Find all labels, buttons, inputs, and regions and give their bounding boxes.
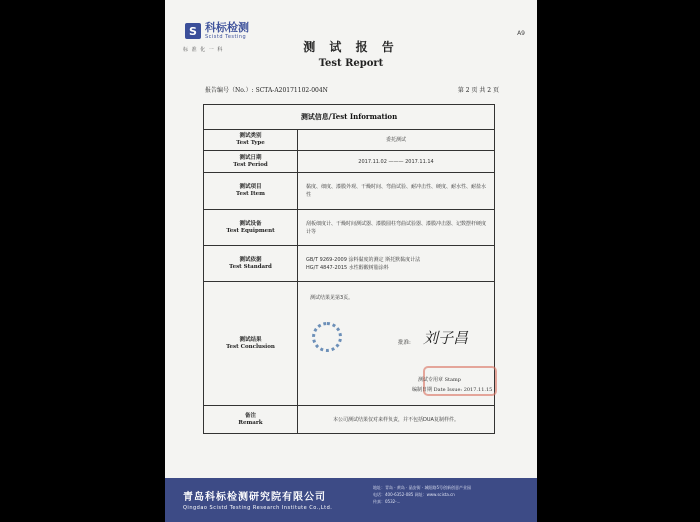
title-en: Test Report: [318, 58, 384, 69]
conclusion-text: 测试结果见第3页。: [310, 295, 354, 301]
label-cn: 测试项目: [239, 184, 262, 190]
label-en: Remark: [238, 420, 263, 426]
footer-contact: [373, 484, 471, 505]
label-en: Test Type: [236, 140, 265, 146]
contact-line: 传真：0532-...: [373, 499, 401, 504]
logo-mark-icon: S: [185, 23, 201, 39]
report-page: [165, 0, 537, 522]
logo-slogan: 标 准 化 一 科: [183, 47, 224, 53]
remark-value: 本公司测试结果仅对来样负责，并不包括DUA复制样件。: [333, 417, 459, 423]
footer-company-en: Qingdao Scistd Testing Research Institute Co.,Ltd.: [183, 505, 333, 511]
footer-company-cn: 青岛科标检测研究院有限公司: [183, 492, 326, 503]
label-en: Test Item: [236, 191, 265, 197]
contact-line: 电话：400-6352-085 网址：www.scista.cn: [373, 492, 455, 497]
logo-en: Scistd Testing: [205, 34, 247, 40]
label-cn: 测试结果: [239, 336, 262, 343]
test-standard-value: [298, 246, 494, 281]
table-row: [204, 151, 494, 173]
page-number: 第 2 页 共 2 页: [457, 87, 499, 94]
standard-line: HG/T 4847-2015 水性醇酸树脂涂料: [306, 264, 389, 271]
issue-date: 编制日期 Date Issue: 2017.11.15: [412, 387, 493, 393]
standard-line: GB/T 9269-2009 涂料黏度的测定 斯托默黏度计法: [306, 256, 421, 263]
label-en: Test Period: [233, 161, 268, 168]
qualification-seal-icon: [312, 322, 342, 352]
test-info-table: [203, 104, 495, 434]
approve-label: 批准:: [398, 340, 411, 346]
label-cn: 测试类别: [239, 133, 262, 139]
label-cn: 测试日期: [239, 154, 262, 161]
signature: 刘子昌: [423, 329, 469, 347]
label-cn: 备注: [244, 413, 256, 419]
table-row: [204, 406, 494, 434]
table-row: [204, 173, 494, 210]
test-conclusion-value: [298, 282, 494, 405]
test-item-value: 黏度、细度、漆膜外观、干燥时间、弯曲试验、耐冲击性、硬度、耐水性、耐盐水性: [306, 184, 487, 198]
label-en: Test Standard: [229, 263, 272, 270]
table-heading: 测试信息/Test Information: [204, 105, 494, 130]
label-en: Test Equipment: [226, 227, 275, 234]
test-equipment-value: 刮板细度计、干燥时间测试器、漆膜圆柱弯曲试验器、漆膜冲击器、记数摆杆硬度计等: [306, 220, 487, 235]
logo-cn: 科标检测: [205, 21, 249, 34]
stamp-label: 测试专用章 Stamp: [418, 377, 461, 383]
label-en: Test Conclusion: [226, 343, 275, 350]
label-cn: 测试设备: [239, 220, 262, 227]
footer-banner: [165, 478, 537, 522]
contact-line: 地址：青岛 · 黄岛 · 晶安街 · 城阳路5号创新创意产业园: [373, 485, 471, 490]
table-row: [204, 210, 494, 246]
table-row: [204, 246, 494, 282]
test-type-value: 委托测试: [385, 137, 406, 143]
label-cn: 测试依据: [239, 256, 262, 263]
title-cn: 测 试 报 告: [303, 40, 399, 54]
table-row: [204, 282, 494, 406]
table-row: [204, 130, 494, 151]
report-number: 报告编号（No.）: SCTA-A20171102-004N: [205, 87, 328, 94]
page-code: A9: [517, 30, 525, 37]
test-period-value: 2017.11.02 ——— 2017.11.14: [358, 158, 434, 165]
